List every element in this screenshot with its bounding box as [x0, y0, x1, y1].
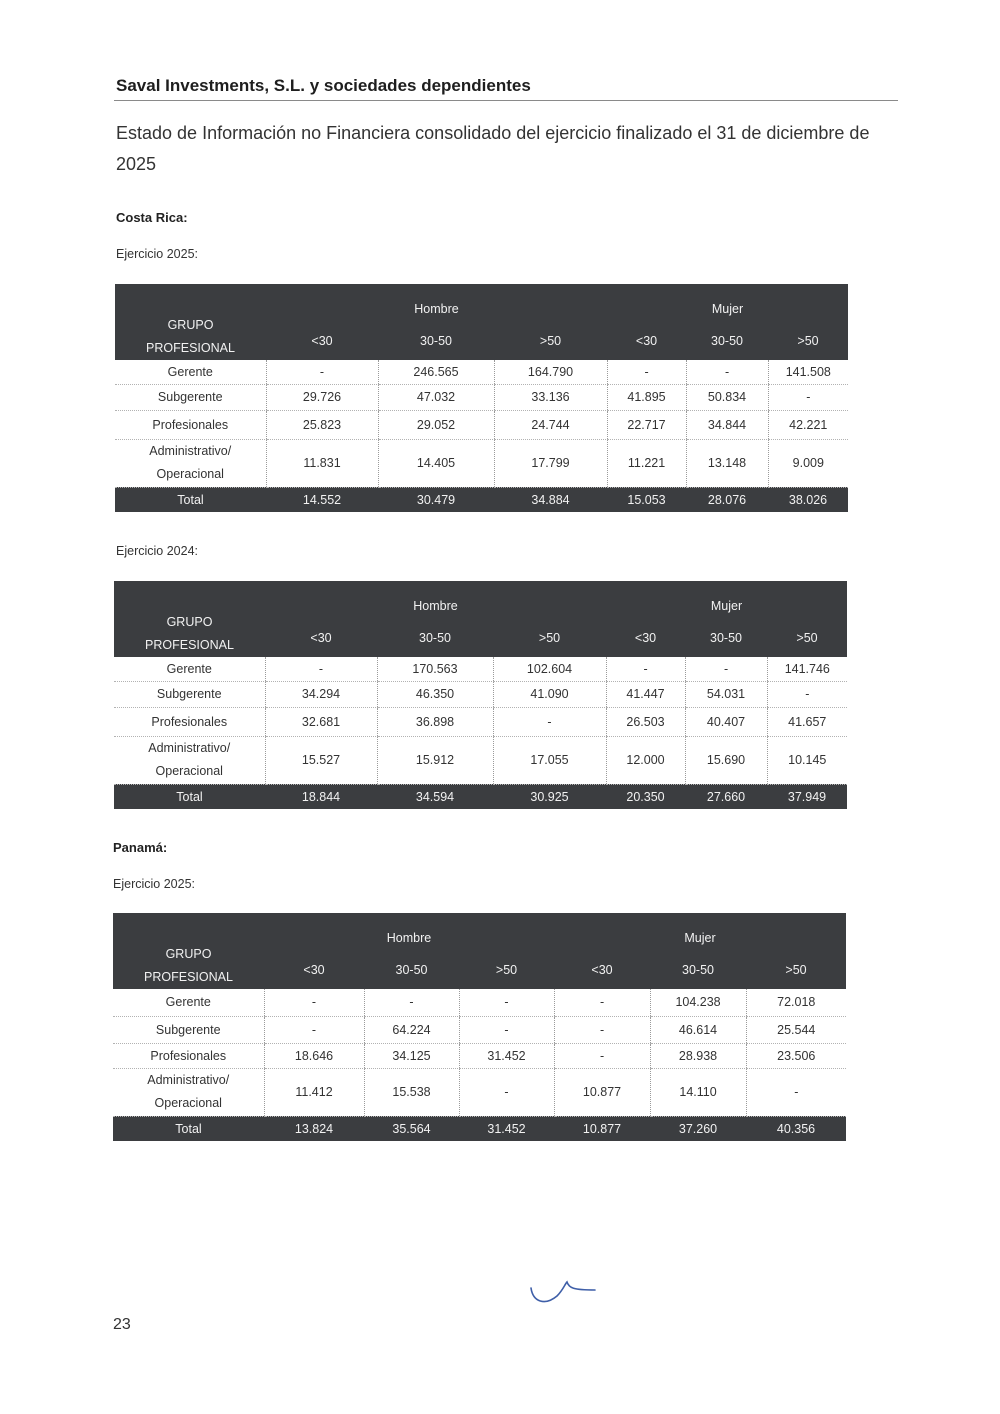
table-cell: -	[265, 657, 377, 681]
table-cell: 12.000	[606, 736, 685, 784]
table-cell: 14.110	[650, 1068, 746, 1116]
total-cell: 38.026	[768, 487, 848, 512]
total-cell: 14.552	[266, 487, 378, 512]
table-cell: 141.746	[767, 657, 847, 681]
row-label: Gerente	[115, 360, 266, 384]
table-cell: 34.125	[364, 1043, 459, 1068]
total-cell: 13.824	[264, 1116, 364, 1141]
col-header-gt50: >50	[746, 945, 846, 989]
table-cell: 22.717	[607, 410, 686, 439]
total-cell: 37.949	[767, 784, 847, 809]
salary-table-pa-2025	[113, 913, 846, 1141]
table-cell: 41.895	[607, 384, 686, 410]
total-cell: 15.053	[607, 487, 686, 512]
table-cell: 15.538	[364, 1068, 459, 1116]
period-label-cr-2024: Ejercicio 2024:	[116, 544, 198, 558]
period-label-pa-2025: Ejercicio 2025:	[113, 877, 195, 891]
table-row	[115, 439, 848, 487]
col-header-30-50: 30-50	[650, 945, 746, 989]
col-header-30-50: 30-50	[377, 613, 493, 657]
table-cell: -	[767, 681, 847, 707]
table-cell: -	[554, 1043, 650, 1068]
row-label: Profesionales	[113, 1043, 264, 1068]
table-cell: 34.294	[265, 681, 377, 707]
table-cell: 46.350	[377, 681, 493, 707]
col-header-gt50: >50	[494, 316, 607, 360]
table-cell: 141.508	[768, 360, 848, 384]
table-row	[114, 657, 847, 681]
table-cell: 72.018	[746, 989, 846, 1016]
table-cell: -	[459, 989, 554, 1016]
table-cell: 32.681	[265, 707, 377, 736]
table-row	[113, 1068, 846, 1116]
table-cell: 11.831	[266, 439, 378, 487]
group-header: GRUPO PROFESIONAL	[115, 284, 266, 360]
total-cell: 28.076	[686, 487, 768, 512]
document-title: Estado de Información no Financiera consolidado del ejercicio finalizado el 31 de diciembre de 2025	[116, 123, 870, 174]
row-label: Profesionales	[114, 707, 265, 736]
salary-table-cr-2024	[114, 581, 847, 809]
col-header-30-50: 30-50	[364, 945, 459, 989]
total-cell: 34.884	[494, 487, 607, 512]
table-cell: 29.726	[266, 384, 378, 410]
header-hombre: Hombre	[266, 284, 607, 316]
table-cell: 25.823	[266, 410, 378, 439]
total-row	[113, 1116, 846, 1141]
table-cell: 18.646	[264, 1043, 364, 1068]
table-cell: 23.506	[746, 1043, 846, 1068]
table-cell: -	[746, 1068, 846, 1116]
table-row	[113, 1043, 846, 1068]
header-mujer: Mujer	[554, 913, 846, 945]
col-header-30-50: 30-50	[685, 613, 767, 657]
table-cell: 15.912	[377, 736, 493, 784]
col-header-30-50: 30-50	[686, 316, 768, 360]
total-row	[115, 487, 848, 512]
table-cell: 170.563	[377, 657, 493, 681]
table-cell: 246.565	[378, 360, 494, 384]
page-number: 23	[113, 1316, 131, 1333]
table-cell: 31.452	[459, 1043, 554, 1068]
group-header: GRUPO PROFESIONAL	[113, 913, 264, 989]
total-cell: 30.925	[493, 784, 606, 809]
row-label: Administrativo/ Operacional	[114, 736, 265, 784]
table-row	[113, 989, 846, 1016]
country-heading-panama: Panamá:	[113, 840, 168, 855]
table-cell: 24.744	[494, 410, 607, 439]
col-header-gt50: >50	[459, 945, 554, 989]
table-cell: 41.447	[606, 681, 685, 707]
header-hombre: Hombre	[265, 581, 606, 613]
total-label: Total	[115, 487, 266, 512]
table-cell: -	[768, 384, 848, 410]
group-header: GRUPO PROFESIONAL	[114, 581, 265, 657]
row-label: Subgerente	[113, 1016, 264, 1043]
period-label-cr-2025: Ejercicio 2025:	[116, 247, 198, 261]
col-header-lt30: <30	[266, 316, 378, 360]
table-cell: -	[264, 989, 364, 1016]
row-label: Administrativo/ Operacional	[113, 1068, 264, 1116]
table-cell: -	[606, 657, 685, 681]
table-cell: -	[686, 360, 768, 384]
table-cell: 41.657	[767, 707, 847, 736]
table-cell: 64.224	[364, 1016, 459, 1043]
table-cell: 15.527	[265, 736, 377, 784]
table-cell: 26.503	[606, 707, 685, 736]
total-cell: 18.844	[265, 784, 377, 809]
col-header-lt30: <30	[264, 945, 364, 989]
table-row	[115, 410, 848, 439]
table-row	[115, 384, 848, 410]
col-header-gt50: >50	[493, 613, 606, 657]
table-cell: -	[554, 989, 650, 1016]
table-cell: 54.031	[685, 681, 767, 707]
col-header-gt50: >50	[767, 613, 847, 657]
table-cell: -	[266, 360, 378, 384]
total-cell: 27.660	[685, 784, 767, 809]
total-label: Total	[114, 784, 265, 809]
total-cell: 34.594	[377, 784, 493, 809]
table-cell: 33.136	[494, 384, 607, 410]
table-row	[114, 707, 847, 736]
row-label: Subgerente	[114, 681, 265, 707]
table-row	[114, 736, 847, 784]
header-mujer: Mujer	[607, 284, 848, 316]
total-cell: 35.564	[364, 1116, 459, 1141]
table-cell: -	[607, 360, 686, 384]
table-cell: 104.238	[650, 989, 746, 1016]
signature-icon	[527, 1274, 599, 1314]
col-header-gt50: >50	[768, 316, 848, 360]
total-cell: 31.452	[459, 1116, 554, 1141]
header-divider	[114, 100, 898, 101]
table-cell: 46.614	[650, 1016, 746, 1043]
table-cell: 10.877	[554, 1068, 650, 1116]
table-cell: 17.055	[493, 736, 606, 784]
total-cell: 30.479	[378, 487, 494, 512]
table-row	[114, 681, 847, 707]
table-cell: 25.544	[746, 1016, 846, 1043]
table-cell: 28.938	[650, 1043, 746, 1068]
table-cell: 41.090	[493, 681, 606, 707]
row-label: Profesionales	[115, 410, 266, 439]
table-cell: -	[685, 657, 767, 681]
table-cell: 10.145	[767, 736, 847, 784]
country-heading-costa-rica: Costa Rica:	[116, 210, 188, 225]
table-cell: 40.407	[685, 707, 767, 736]
salary-table-cr-2025	[115, 284, 848, 512]
row-label: Administrativo/ Operacional	[115, 439, 266, 487]
row-label: Gerente	[114, 657, 265, 681]
col-header-30-50: 30-50	[378, 316, 494, 360]
table-cell: 47.032	[378, 384, 494, 410]
table-cell: 164.790	[494, 360, 607, 384]
header-hombre: Hombre	[264, 913, 554, 945]
table-cell: 50.834	[686, 384, 768, 410]
table-cell: 42.221	[768, 410, 848, 439]
table-row	[115, 360, 848, 384]
table-cell: 36.898	[377, 707, 493, 736]
total-label: Total	[113, 1116, 264, 1141]
total-cell: 40.356	[746, 1116, 846, 1141]
table-cell: 29.052	[378, 410, 494, 439]
total-cell: 20.350	[606, 784, 685, 809]
table-cell: 102.604	[493, 657, 606, 681]
table-cell: 11.221	[607, 439, 686, 487]
table-cell: 9.009	[768, 439, 848, 487]
table-cell: 11.412	[264, 1068, 364, 1116]
table-cell: -	[264, 1016, 364, 1043]
header-mujer: Mujer	[606, 581, 847, 613]
col-header-lt30: <30	[265, 613, 377, 657]
table-cell: 17.799	[494, 439, 607, 487]
table-cell: -	[554, 1016, 650, 1043]
company-name: Saval Investments, S.L. y sociedades dependientes	[116, 76, 531, 95]
table-cell: 34.844	[686, 410, 768, 439]
table-row	[113, 1016, 846, 1043]
table-cell: 13.148	[686, 439, 768, 487]
total-cell: 37.260	[650, 1116, 746, 1141]
col-header-lt30: <30	[606, 613, 685, 657]
total-row	[114, 784, 847, 809]
row-label: Gerente	[113, 989, 264, 1016]
col-header-lt30: <30	[607, 316, 686, 360]
col-header-lt30: <30	[554, 945, 650, 989]
total-cell: 10.877	[554, 1116, 650, 1141]
table-cell: -	[493, 707, 606, 736]
table-cell: -	[364, 989, 459, 1016]
table-cell: -	[459, 1016, 554, 1043]
table-cell: -	[459, 1068, 554, 1116]
table-cell: 15.690	[685, 736, 767, 784]
row-label: Subgerente	[115, 384, 266, 410]
table-cell: 14.405	[378, 439, 494, 487]
